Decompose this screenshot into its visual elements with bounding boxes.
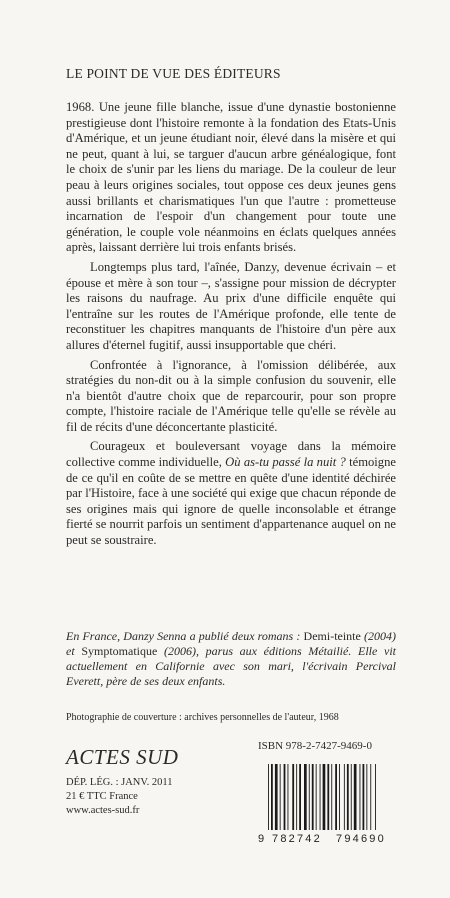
paragraph-2: Longtemps plus tard, l'aînée, Danzy, devenue écrivain – et épouse et mère à son tour –, s'assigne pour mission de décrypter les raisons du naufrage. Au prix d'une difficile enquête qui l'entraîne sur les routes de l'Amérique profonde, elle tente de reconstituer les chapitres manquants de l'histoire d'un père aux allures d'éternel fugitif, aussi insupportable que chéri. — [66, 259, 396, 352]
website: www.actes-sud.fr — [66, 805, 140, 816]
paragraph-4-start: Courageux et bouleversant voyage dans la mémoire collective comme individuelle, — [66, 439, 396, 470]
barcode-bar — [366, 764, 367, 830]
author-note-part-3: (2006), parus aux éditions Métailié. Elle vit actuellement en Californie avec son mari, l'écrivain Percival Everett, père de ses deux enfants. — [66, 644, 396, 688]
author-note-part-2: (2004) et — [66, 629, 396, 658]
barcode-bar — [268, 764, 269, 830]
barcode-bar — [299, 764, 301, 830]
barcode-bar — [354, 764, 357, 830]
section-heading: LE POINT DE VUE DES ÉDITEURS — [66, 66, 281, 81]
novel-title-1: Demi-teinte — [303, 629, 361, 643]
barcode-bar — [339, 764, 340, 830]
legal-info — [66, 776, 172, 818]
isbn-number: ISBN 978-2-7427-9469-0 — [258, 740, 372, 752]
novel-title-2: Symptomatique — [81, 644, 158, 658]
barcode-bar — [375, 764, 376, 830]
barcode-bar — [292, 764, 294, 830]
barcode-bar — [351, 764, 352, 830]
barcode-bar — [370, 764, 371, 830]
barcode-bar — [327, 764, 329, 830]
barcode-bar — [288, 764, 289, 830]
barcode-bar — [275, 764, 278, 830]
barcode-bar — [331, 764, 332, 830]
barcode-bar — [271, 764, 273, 830]
photo-credit: Photographie de couverture : archives personnelles de l'auteur, 1968 — [66, 712, 339, 723]
barcode-bar — [335, 764, 337, 830]
author-note-part-1: En France, Danzy Senna a publié deux romans : — [66, 629, 304, 643]
barcode-bar — [320, 764, 321, 830]
book-title: Où as-tu passé la nuit ? — [225, 455, 346, 470]
legal-deposit: DÉP. LÉG. : JANV. 2011 — [66, 777, 173, 788]
paragraph-3: Confrontée à l'ignorance, à l'omission délibérée, aux stratégies du non-dit ou à la simple confusion du souvenir, elle n'a bientôt d'autre choix que de reparcourir, pour son propre compte, l'histoire raciale de l'Amérique telle qu'elle se révèle au fil de récits d'une déconcertante plasticité. — [66, 357, 396, 434]
barcode-bar — [344, 764, 345, 830]
barcode-bar — [304, 764, 307, 830]
summary-text — [66, 100, 396, 553]
barcode-digit-first: 9 — [258, 833, 265, 844]
barcode-bar — [347, 764, 349, 830]
barcode-digits-right: 794690 — [336, 833, 386, 844]
paragraph-4-end: témoigne de ce qu'il en coûte de se mettre en quête d'une identité déchirée par l'Histoire, face à une société qui exige que chacun réponde de ses origines mais qui ignore de quelle inconsolable et étrange fierté se nourrit parfois un sentiment d'appartenance auquel on ne peut se soustraire. — [66, 455, 396, 548]
barcode-bar — [360, 764, 361, 830]
barcode — [258, 764, 403, 844]
publisher-logo: ACTES SUD — [66, 745, 179, 769]
barcode-bar — [312, 764, 314, 830]
barcode-bar — [316, 764, 317, 830]
author-note — [66, 629, 396, 689]
barcode-bar — [284, 764, 286, 830]
barcode-bar — [363, 764, 365, 830]
barcode-digits-left: 782742 — [272, 833, 322, 844]
barcode-bar — [296, 764, 297, 830]
barcode-bar — [323, 764, 326, 830]
barcode-bar — [280, 764, 281, 830]
paragraph-4 — [66, 439, 396, 548]
price: 21 € TTC France — [66, 791, 138, 802]
paragraph-1: 1968. Une jeune fille blanche, issue d'une dynastie bostonienne prestigieuse dont l'histoire remonte à la fondation des Etats-Unis d'Amérique, et un jeune étudiant noir, élevé dans la misère et qui ne peut, quant à lui, se targuer d'aucun arbre généalogique, font le choix de s'unir par les liens du mariage. De la couleur de leur peau à leurs origines sociales, tout oppose ces deux jeunes gens aussi brillants et charismatiques l'un que l'autre : prometteuse incarnation de l'espoir d'un changement pour toute une génération, le couple vole néanmoins en éclats quelques années après, laissant derrière lui trois enfants brisés. — [66, 100, 396, 255]
barcode-bar — [309, 764, 310, 830]
barcode-bars — [268, 764, 376, 830]
